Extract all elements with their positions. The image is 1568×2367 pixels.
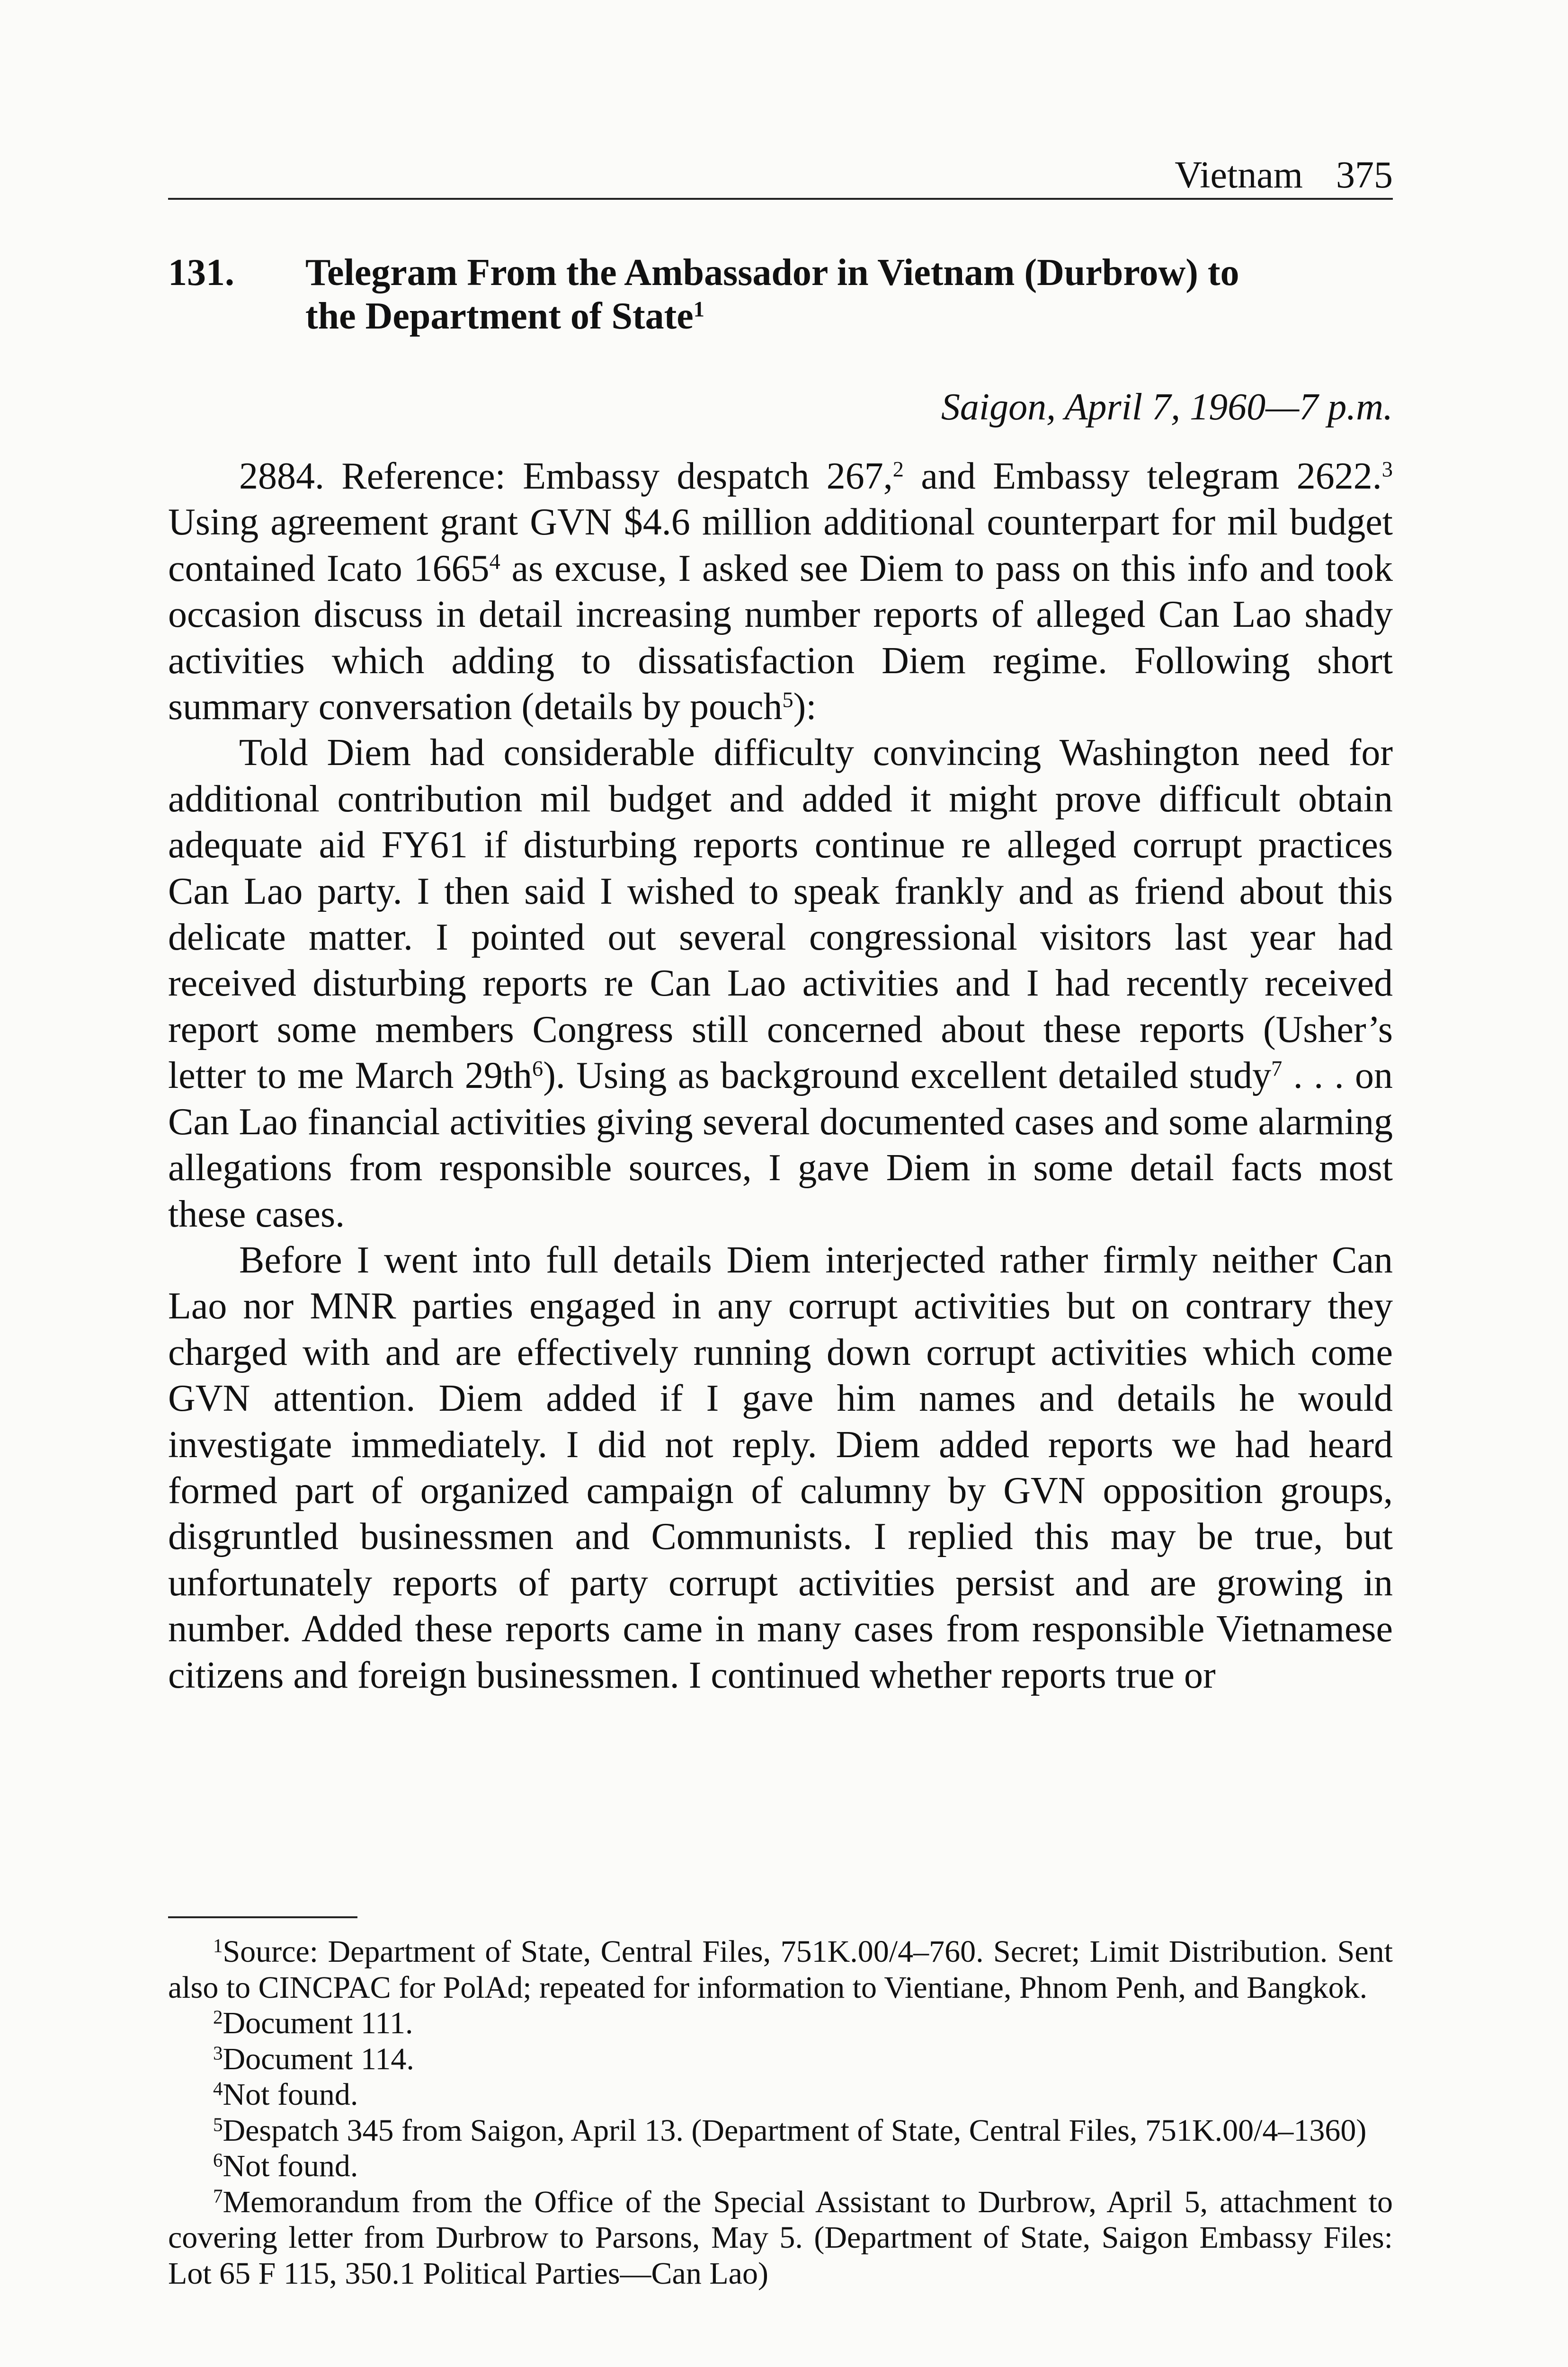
dateline: Saigon, April 7, 1960—7 p.m.	[941, 386, 1393, 428]
body-text-segment: as excuse, I asked see Diem to pass on this info and took occasion discuss in detail increasing number reports of alleged Can Lao shady activities which adding to dissatisfaction Diem regime. Following short summary conversation (details by pouch	[168, 547, 1393, 728]
footnote-mark: 6	[213, 2149, 223, 2171]
body-paragraph-1	[168, 454, 1393, 730]
footnote-text: Not found.	[223, 2149, 358, 2183]
footnote-text: Not found.	[223, 2077, 358, 2112]
document-title-line-1: Telegram From the Ambassador in Vietnam (Durbrow) to	[305, 252, 1239, 294]
footnote-text: Memorandum from the Office of the Special Assistant to Durbrow, April 5, attachment to covering letter from Durbrow to Parsons, May 5. (Department of State, Saigon Embassy Files: Lot 65 F 115, 350.1 Political Parties—Can Lao)	[168, 2184, 1393, 2291]
body-text-segment: ):	[793, 686, 817, 728]
body-text-segment: and Embassy telegram 2622.	[903, 455, 1382, 497]
footnote	[168, 2005, 1393, 2041]
footnote-mark: 4	[213, 2078, 223, 2100]
header-rule	[168, 198, 1393, 200]
footnote-ref-6: 6	[532, 1057, 543, 1081]
footnote-text: Source: Department of State, Central Files, 751K.00/4–760. Secret; Limit Distribution. Sent also to CINCPAC for PolAd; repeated for information to Vientiane, Phnom Penh, and Bangkok.	[168, 1934, 1393, 2005]
footnote	[168, 2113, 1393, 2149]
body-text-segment: ). Using as background excellent detailed study	[543, 1055, 1272, 1097]
body-paragraph-2	[168, 730, 1393, 1237]
body-paragraph-3: Before I went into full details Diem interjected rather firmly neither Can Lao nor MNR parties engaged in any corrupt activities but on contrary they charged with and are effectively running down corrupt activities which come GVN attention. Diem added if I gave him names and details he would investigate immediately. I did not reply. Diem added reports we had heard formed part of organized campaign of calumny by GVN opposition groups, disgruntled businessmen and Communists. I replied this may be true, but unfortunately reports of party corrupt activities persist and are growing in number. Added these reports came in many cases from responsible Vietnamese citizens and foreign businessmen. I continued whether reports true or	[168, 1239, 1393, 1696]
body-text-segment: . . . on Can Lao financial activities giving several documented cases and some alarming allegations from responsible sources, I gave Diem in some detail facts most these cases.	[168, 1055, 1393, 1235]
footnote-text: Document 114.	[223, 2041, 414, 2076]
running-head-section: Vietnam	[1175, 154, 1303, 196]
page-number: 375	[1336, 154, 1393, 196]
footnote	[168, 1934, 1393, 2005]
footnote-mark: 3	[213, 2042, 223, 2064]
footnote-mark: 2	[213, 2006, 223, 2028]
running-head	[1175, 156, 1393, 194]
footnote	[168, 2148, 1393, 2184]
document-number: 131.	[168, 252, 234, 294]
document-title-line-2: the Department of State	[305, 295, 694, 337]
footnote-mark: 5	[213, 2114, 223, 2136]
footnote-mark: 7	[213, 2185, 223, 2207]
footnote	[168, 2041, 1393, 2077]
footnote-ref-5: 5	[782, 688, 793, 712]
body-text-segment: 2884. Reference: Embassy despatch 267,	[239, 455, 893, 497]
footnote-text: Despatch 345 from Saigon, April 13. (Department of State, Central Files, 751K.00/4–1360)	[223, 2113, 1367, 2148]
body-text-segment: Using agreement grant GVN $4.6 million additional counterpart for mil budget contained Icato 1665	[168, 501, 1393, 589]
footnote-ref-1: 1	[693, 297, 704, 322]
document-title	[305, 251, 1393, 338]
footnote	[168, 2077, 1393, 2113]
footnote-rule	[168, 1916, 357, 1918]
footnote-ref-2: 2	[892, 457, 904, 482]
document-heading	[168, 251, 1393, 338]
footnotes	[168, 1934, 1393, 2291]
footnote-ref-7: 7	[1271, 1057, 1283, 1081]
document-page	[168, 0, 1393, 2367]
footnote	[168, 2184, 1393, 2292]
footnote-ref-3: 3	[1381, 457, 1393, 482]
telegram-body	[168, 454, 1393, 1699]
footnote-ref-4: 4	[489, 550, 500, 574]
body-text-segment: Told Diem had considerable difficulty convincing Washington need for additional contribution mil budget and added it might prove difficult obtain adequate aid FY61 if disturbing reports continue re alleged corrupt practices Can Lao party. I then said I wished to speak frankly and as friend about this delicate matter. I pointed out several congressional visitors last year had received disturbing reports re Can Lao activities and I had recently received report some members Congress still concerned about these reports (Usher’s letter to me March 29th	[168, 732, 1393, 1097]
footnote-text: Document 111.	[223, 2006, 413, 2040]
footnote-mark: 1	[213, 1935, 223, 1957]
